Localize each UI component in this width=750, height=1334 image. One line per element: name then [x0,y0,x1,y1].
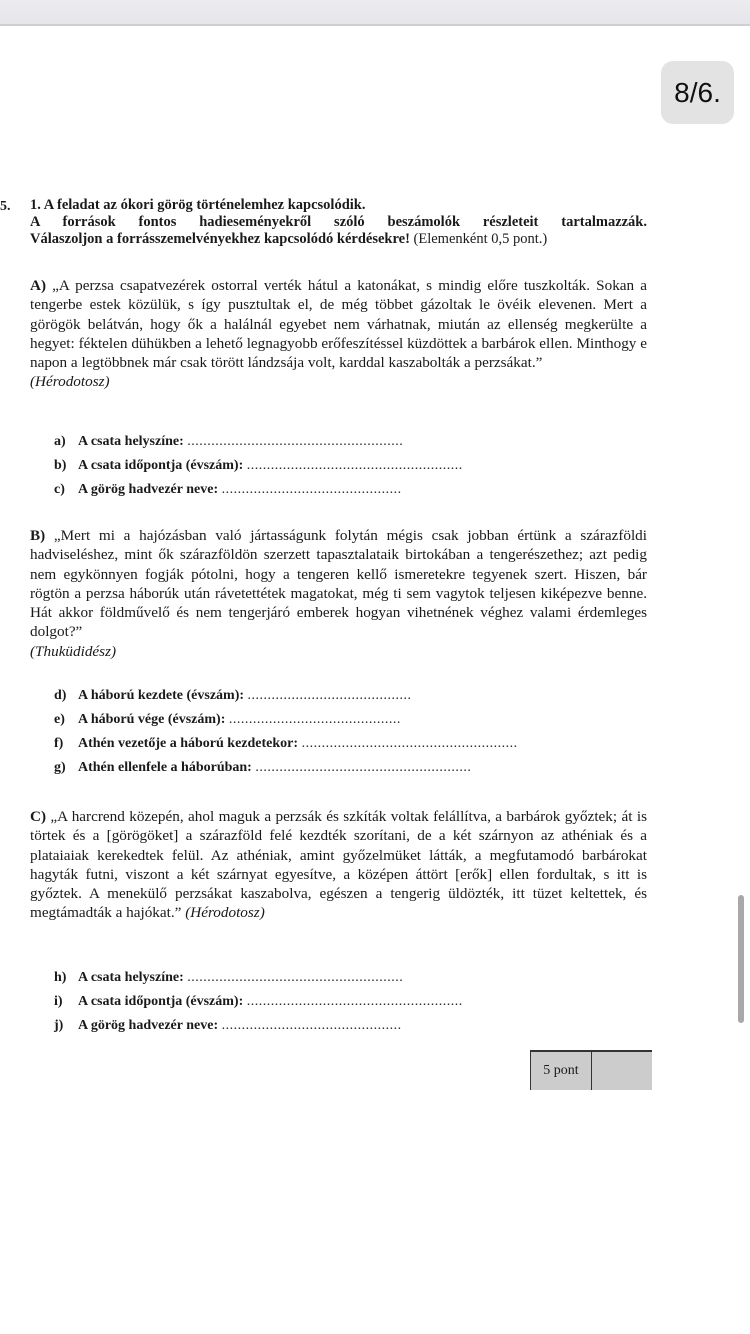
question-g [54,756,574,780]
question-letter: i) [54,994,63,1009]
question-letter: h) [54,970,67,985]
viewer-top-bar [0,0,750,26]
task-instruction-points: (Elemenként 0,5 pont.) [409,231,548,247]
questions-a [54,430,574,502]
question-text: A csata helyszíne: [78,434,184,449]
question-text: Athén ellenfele a háborúban: [78,760,252,775]
source-a-citation: (Hérodotosz) [30,373,110,391]
answer-blank[interactable]: ............................................. [221,1018,402,1033]
question-text: A csata időpontja (évszám): [78,994,244,1009]
question-d [54,684,574,708]
questions-b [54,684,574,780]
answer-blank[interactable]: ........................................... [228,712,401,727]
question-text: A görög hadvezér neve: [78,482,219,497]
question-letter: j) [54,1018,64,1033]
source-c-citation: (Hérodotosz) [181,904,265,922]
question-text: A háború vége (évszám): [78,712,226,727]
question-e [54,708,574,732]
question-text: A görög hadvezér neve: [78,1018,219,1033]
source-c-text: „A harcrend közepén, ahol maguk a perzsák és szkíták voltak felállítva, a barbárok győztek; át is törtek és a [görögöket] a szárazföld felé kezdték szorítani, de a két szárnyon az athéniak és a plataiaiak kerekedtek felül. Az athéniak, amint győzelmüket látták, a megfutamodó barbárokat hagyták futni, viszont a két szárnyat egyesítve, a középen áttört [erők] ellen fordultak, s itt is győztek. A menekülő perzsákat kaszabolva, egészen a tengerig üldözték, itt tüzet keltettek, és megtámadták a hajókat.” [30,808,647,922]
question-letter: c) [54,482,65,497]
answer-blank[interactable]: ...................................................... [246,458,463,473]
score-box [530,1050,652,1090]
question-text: A háború kezdete (évszám): [78,688,245,703]
questions-c [54,966,574,1038]
question-letter: b) [54,458,67,473]
score-points-label: 5 pont [530,1052,592,1090]
task-description: A források fontos hadieseményekről szóló beszámolók részleteit tartalmazzák. [30,214,647,230]
page-indicator: 8/6. [661,61,734,124]
source-a [30,276,647,392]
answer-blank[interactable]: ...................................................... [187,970,404,985]
question-letter: g) [54,760,66,775]
source-b-label: B) [30,527,46,544]
answer-blank[interactable]: ...................................................... [255,760,472,775]
task-intro [30,197,647,248]
vertical-scrollbar[interactable] [738,895,744,1023]
source-c-label: C) [30,808,47,825]
question-text: A csata helyszíne: [78,970,184,985]
question-text: A csata időpontja (évszám): [78,458,244,473]
question-letter: d) [54,688,67,703]
question-letter: f) [54,736,64,751]
answer-blank[interactable]: ......................................... [247,688,412,703]
question-letter: a) [54,434,66,449]
question-a [54,430,574,454]
task-instruction-bold: Válaszoljon a forrásszemelvényekhez kapcsolódó kérdésekre! [30,231,410,247]
source-a-text: „A perzsa csapatvezérek ostorral verték hátul a katonákat, s mindig előre tuszkolták. Sokan a tengerbe estek közülük, s így pusztultak el, de még többet gázoltak le övéik elevenen. Mert a görögök belátván, hogy ők a halálnál egyebet nem várhatnak, miután az ellenség megkerülte a hegyet: féktelen dühükben a lehető legnagyobb erőfeszítéssel küzdöttek a barbárok ellen. Minthogy e napon a legtöbbnek már csak törött lándzsája volt, karddal kaszabolták a perzsákat.” [30,277,647,372]
source-b [30,526,647,661]
question-letter: e) [54,712,65,727]
question-i [54,990,574,1014]
question-c [54,478,574,502]
question-text: Athén vezetője a háború kezdetekor: [78,736,299,751]
source-b-citation: (Thuküdidész) [30,642,117,660]
source-b-text: „Mert mi a hajózásban való jártasságunk folytán mégis csak jobban értünk a szárazföldi hadviseléshez, mint ők szárazföldön szerzett tapasztalataik birtokában a tengerészethez; azt pedig nem egykönnyen fogják pótolni, hogy a tengeren kellő ismeretekre tegyenek szert. Hiszen, bár rögtön a perzsa háborúk után rávetettétek magatokat, még ti sem vagytok teljesen kiképezve benne. Hát akkor földművelő és nem tengerjáró emberek hogyan vihetnének véghez valami érdemleges dolgot?” [30,527,647,641]
source-a-label: A) [30,277,47,294]
task-title: 1. A feladat az ókori görög történelemhez kapcsolódik. [30,197,366,213]
answer-blank[interactable]: ...................................................... [187,434,404,449]
source-c [30,807,647,923]
answer-blank[interactable]: ...................................................... [301,736,518,751]
task-number-marker: 5. [0,199,11,214]
question-j [54,1014,574,1038]
answer-blank[interactable]: ...................................................... [246,994,463,1009]
question-h [54,966,574,990]
task-instruction [30,231,647,248]
answer-blank[interactable]: ............................................. [221,482,402,497]
question-b [54,454,574,478]
score-earned-field[interactable] [592,1052,652,1090]
question-f [54,732,574,756]
